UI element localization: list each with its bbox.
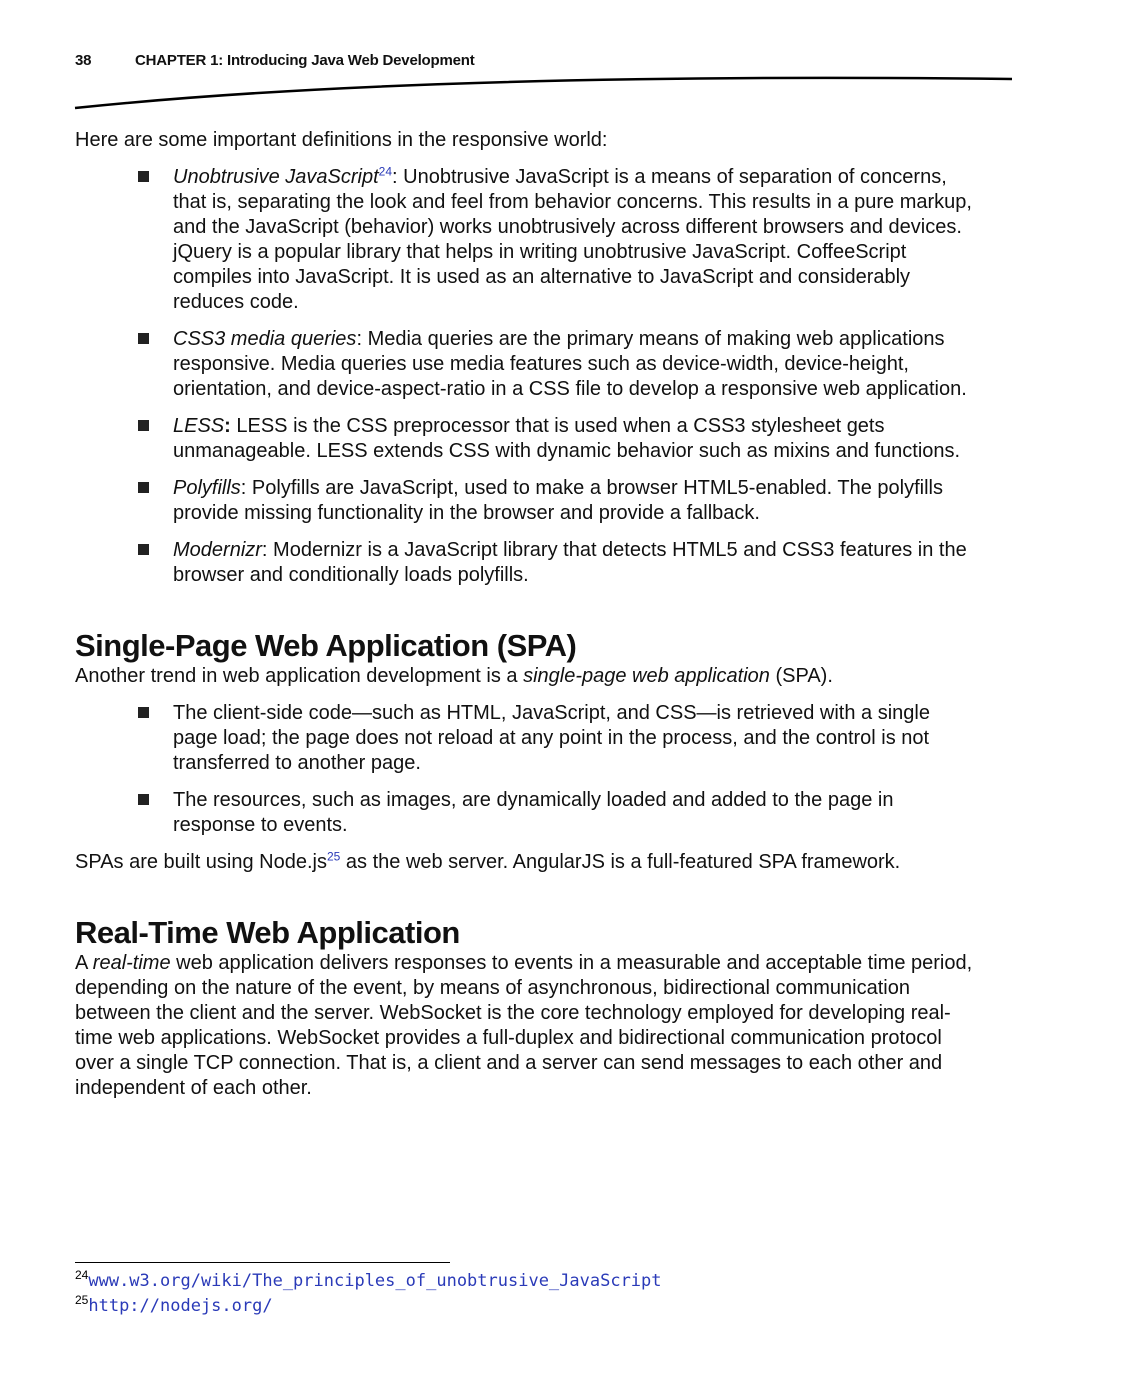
definition-text: Media queries are the primary means of making web applications responsive. Media queries use media features such as device-width, device-height, orientation, and device-aspect-ratio in a CSS file to develop a responsive web application. xyxy=(173,328,967,400)
list-item: The client-side code—such as HTML, JavaScript, and CSS—is retrieved with a single page load; the page does not reload at any point in the process, and the control is not transferred to another page. xyxy=(173,701,975,776)
section-heading-realtime: Real-Time Web Application xyxy=(75,915,460,950)
definition-item: Polyfills: Polyfills are JavaScript, used to make a browser HTML5-enabled. The polyfills provide missing functionality in the browser and provide a fallback. xyxy=(173,476,975,526)
definition-term: Unobtrusive JavaScript xyxy=(173,166,379,188)
section-heading-spa: Single-Page Web Application (SPA) xyxy=(75,628,577,663)
square-bullet-icon xyxy=(138,420,149,431)
spa-intro-paragraph: Another trend in web application development is a single-page web application (SPA). xyxy=(75,665,833,687)
definition-item: Unobtrusive JavaScript$^{24}$: Unobtrusive JavaScript is a means of separation of concerns, that is, separating the look and feel from behavior concerns. This results in a pure markup, and the JavaScript (behavior) works unobtrusively across different browsers and devices. jQuery is a popular library that helps in writing unobtrusive JavaScript. CoffeeScript compiles into JavaScript. It is used as an alternative to JavaScript and considerably reduces code. xyxy=(173,165,975,315)
definition-item: Modernizr: Modernizr is a JavaScript library that detects HTML5 and CSS3 features in the browser and conditionally loads polyfills. xyxy=(173,538,975,588)
square-bullet-icon xyxy=(138,333,149,344)
square-bullet-icon xyxy=(138,544,149,555)
definition-text: Modernizr is a JavaScript library that detects HTML5 and CSS3 features in the browser and conditionally loads polyfills. xyxy=(173,539,967,586)
main-content xyxy=(75,128,975,1101)
square-bullet-icon xyxy=(138,482,149,493)
spa-bullet-list xyxy=(75,701,975,838)
intro-paragraph: Here are some important definitions in the responsive world: xyxy=(75,129,608,151)
header-swoosh xyxy=(0,70,1125,115)
definition-text: Polyfills are JavaScript, used to make a browser HTML5-enabled. The polyfills provide missing functionality in the browser and provide a fallback. xyxy=(173,477,943,524)
definition-term: Modernizr xyxy=(173,539,262,561)
square-bullet-icon xyxy=(138,794,149,805)
list-item: The resources, such as images, are dynamically loaded and added to the page in response to events. xyxy=(173,788,975,838)
footnote-25: $^{25}$http://nodejs.org/ xyxy=(75,1293,273,1316)
footnote-divider xyxy=(75,1262,450,1263)
running-head xyxy=(75,52,1025,72)
chapter-title: CHAPTER 1: Introducing Java Web Development xyxy=(135,52,475,69)
definition-term: CSS3 media queries xyxy=(173,328,357,350)
definition-term: Polyfills xyxy=(173,477,241,499)
realtime-paragraph: A real-time web application delivers responses to events in a measurable and acceptable time period, depending on the nature of the event, by means of asynchronous, bidirectional communication between the client and the server. WebSocket is the core technology employed for developing real-time web applications. WebSocket provides a full-duplex and bidirectional communication protocol over a single TCP connection. That is, a client and a server can send messages to each other and independent of each other. xyxy=(75,952,973,1099)
footnotes xyxy=(75,1268,662,1318)
definition-text: Unobtrusive JavaScript is a means of separation of concerns, that is, separating the look and feel from behavior concerns. This results in a pure markup, and the JavaScript (behavior) works unobtrusively across different browsers and devices. jQuery is a popular library that helps in writing unobtrusive JavaScript. CoffeeScript compiles into JavaScript. It is used as an alternative to JavaScript and considerably reduces code. xyxy=(173,166,972,313)
footnote-ref-link[interactable]: 24 xyxy=(378,164,393,179)
square-bullet-icon xyxy=(138,171,149,182)
definition-term: LESS xyxy=(173,415,225,437)
definitions-list xyxy=(75,165,975,588)
definition-text: LESS is the CSS preprocessor that is used when a CSS3 stylesheet gets unmanageable. LESS extends CSS with dynamic behavior such as mixins and functions. xyxy=(173,415,961,462)
definition-item: CSS3 media queries: Media queries are the primary means of making web applications responsive. Media queries use media features such as device-width, device-height, orientation, and device-aspect-ratio in a CSS file to develop a responsive web application. xyxy=(173,327,975,402)
page-number: 38 xyxy=(75,52,92,69)
footnote-link[interactable]: www.w3.org/wiki/The_principles_of_unobtrusive_JavaScript xyxy=(88,1271,662,1291)
spa-closing-paragraph: SPAs are built using Node.js$^{25}$ as the web server. AngularJS is a full-featured SPA framework. xyxy=(75,849,901,873)
footnote-24: $^{24}$www.w3.org/wiki/The_principles_of_unobtrusive_JavaScript xyxy=(75,1268,662,1291)
footnote-ref-link[interactable]: 25 xyxy=(326,849,341,864)
footnote-link[interactable]: http://nodejs.org/ xyxy=(88,1296,273,1316)
square-bullet-icon xyxy=(138,707,149,718)
definition-item: LESS: LESS is the CSS preprocessor that is used when a CSS3 stylesheet gets unmanageable. LESS extends CSS with dynamic behavior such as mixins and functions. xyxy=(173,414,975,464)
